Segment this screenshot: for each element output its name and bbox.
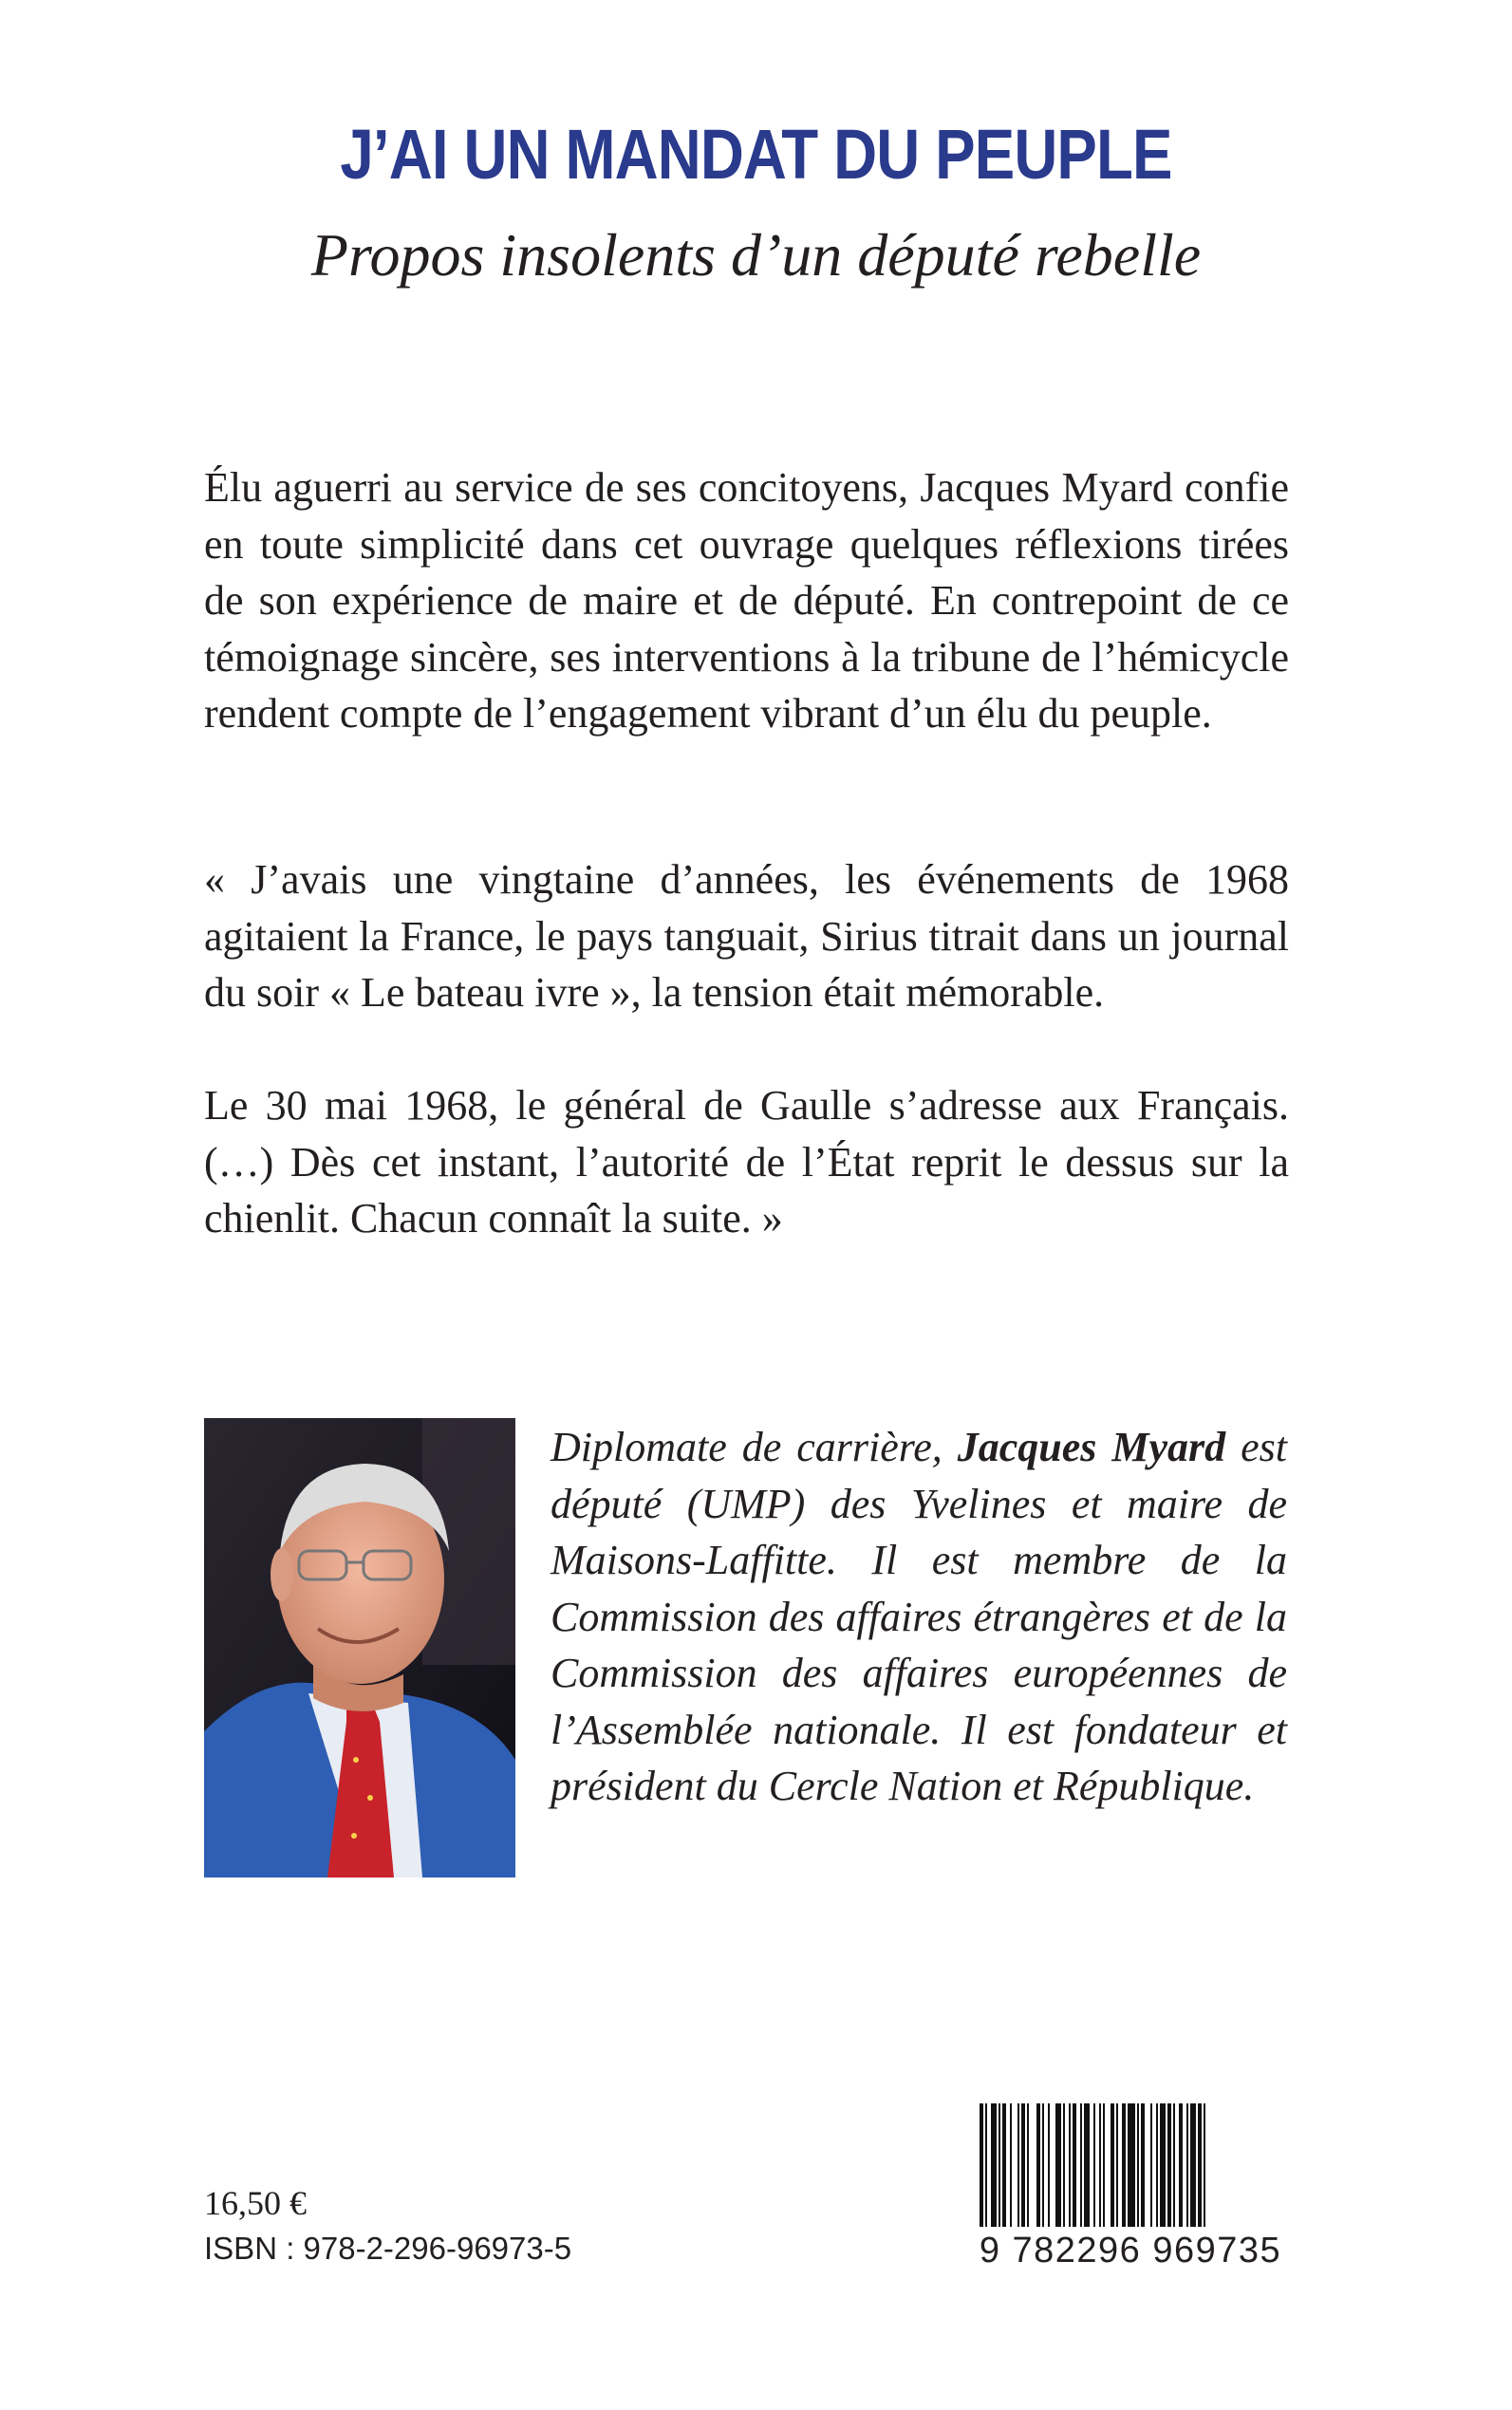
bio-intro: Diplomate de carrière,	[551, 1424, 958, 1470]
author-portrait-image	[204, 1418, 515, 1878]
barcode-icon	[978, 2103, 1291, 2246]
author-photo	[204, 1418, 515, 1878]
author-name: Jacques Myard	[957, 1424, 1226, 1470]
price-label: 16,50 €	[204, 2184, 307, 2222]
isbn-label: ISBN : 978-2-296-96973-5	[204, 2231, 572, 2266]
book-subtitle: Propos insolents d’un député rebelle	[310, 221, 1202, 289]
book-title: J’AI UN MANDAT DU PEUPLE	[340, 115, 1172, 194]
blurb-paragraph: Élu aguerri au service de ses concitoyens, Jacques Myard confie en toute simplicité dans cet ouvrage quelques réflexions tirées de son expérience de maire et de député. En contrepoint de ce témoignage sincère, ses interventions à la tribune de l’hémicycle rendent compte de l’engagement vibrant d’un élu du peuple.	[204, 464, 1289, 737]
bio-text: est député (UMP) des Yvelines et maire de Maisons-Laffitte. Il est membre de la Commission des affaires étrangères et de la Commission des affaires européennes de l’Assemblée nationale. Il est fondateur et président du Cercle Nation et République.	[551, 1424, 1287, 1809]
quote-paragraph-continued: Le 30 mai 1968, le général de Gaulle s’adresse aux Français. (…) Dès cet instant, l’autorité de l’État reprit le dessus sur la chienlit. Chacun connaît la suite. »	[204, 1082, 1289, 1242]
quote-paragraph: « J’avais une vingtaine d’années, les événements de 1968 agitaient la France, le pays tanguait, Sirius titrait dans un journal du soir « Le bateau ivre », la tension était mémorable.	[204, 856, 1289, 1016]
barcode-digits: 9 782296 969735	[979, 2231, 1282, 2270]
author-bio	[551, 1419, 1287, 1815]
